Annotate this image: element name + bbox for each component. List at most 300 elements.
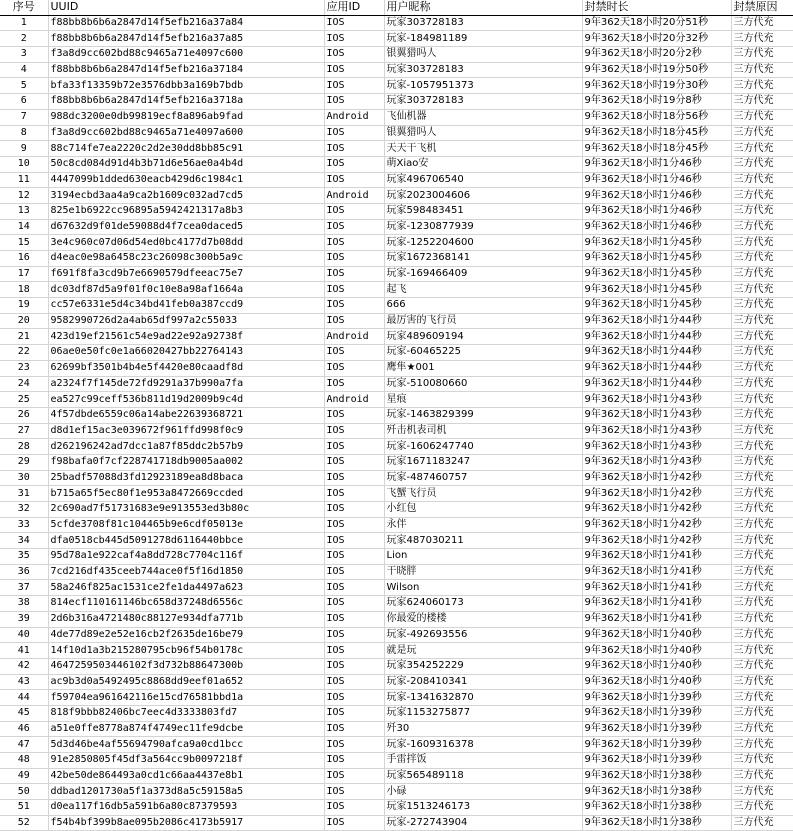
table-row[interactable] bbox=[0, 690, 793, 706]
cell-index[interactable]: 25 bbox=[0, 392, 48, 408]
cell-app-id[interactable]: IOS bbox=[324, 658, 384, 674]
cell-ban-duration[interactable]: 9年362天18小时1分46秒 bbox=[582, 188, 731, 204]
cell-index[interactable]: 10 bbox=[0, 156, 48, 172]
cell-app-id[interactable]: IOS bbox=[324, 345, 384, 361]
cell-index[interactable]: 44 bbox=[0, 690, 48, 706]
cell-index[interactable]: 15 bbox=[0, 235, 48, 251]
cell-ban-reason[interactable]: 三方代充 bbox=[731, 345, 793, 361]
cell-uuid[interactable]: d262196242ad7dcc1a87f85ddc2b57b9 bbox=[48, 439, 324, 455]
cell-app-id[interactable]: IOS bbox=[324, 78, 384, 94]
cell-uuid[interactable]: d67632d9f01de59088d4f7cea0daced5 bbox=[48, 219, 324, 235]
cell-uuid[interactable]: bfa33f13359b72e3576dbb3a169b7bdb bbox=[48, 78, 324, 94]
cell-ban-reason[interactable]: 三方代充 bbox=[731, 298, 793, 314]
cell-nickname[interactable]: 玩家1513246173 bbox=[384, 800, 582, 816]
cell-app-id[interactable]: Android bbox=[324, 188, 384, 204]
cell-ban-duration[interactable]: 9年362天18小时1分39秒 bbox=[582, 721, 731, 737]
cell-ban-reason[interactable]: 三方代充 bbox=[731, 266, 793, 282]
cell-ban-duration[interactable]: 9年362天18小时1分39秒 bbox=[582, 753, 731, 769]
cell-nickname[interactable]: Wilson bbox=[384, 580, 582, 596]
cell-ban-duration[interactable]: 9年362天18小时1分44秒 bbox=[582, 313, 731, 329]
cell-uuid[interactable]: 2c690ad7f51731683e9e913553ed3b80c bbox=[48, 502, 324, 518]
cell-index[interactable]: 14 bbox=[0, 219, 48, 235]
cell-index[interactable]: 52 bbox=[0, 815, 48, 831]
cell-uuid[interactable]: d8d1ef15ac3e039672f961ffd998f0c9 bbox=[48, 423, 324, 439]
header-nickname[interactable]: 用户昵称 bbox=[384, 0, 582, 15]
cell-ban-reason[interactable]: 三方代充 bbox=[731, 611, 793, 627]
cell-app-id[interactable]: IOS bbox=[324, 580, 384, 596]
cell-nickname[interactable]: 玩家565489118 bbox=[384, 768, 582, 784]
cell-ban-reason[interactable]: 三方代充 bbox=[731, 313, 793, 329]
table-row[interactable] bbox=[0, 454, 793, 470]
cell-nickname[interactable]: 玩家1671183247 bbox=[384, 454, 582, 470]
table-row[interactable] bbox=[0, 705, 793, 721]
cell-ban-duration[interactable]: 9年362天18小时1分40秒 bbox=[582, 658, 731, 674]
cell-ban-duration[interactable]: 9年362天18小时1分43秒 bbox=[582, 392, 731, 408]
cell-ban-duration[interactable]: 9年362天18小时20分32秒 bbox=[582, 31, 731, 47]
cell-nickname[interactable]: 飞仙机器 bbox=[384, 109, 582, 125]
cell-ban-duration[interactable]: 9年362天18小时1分43秒 bbox=[582, 439, 731, 455]
cell-ban-reason[interactable]: 三方代充 bbox=[731, 486, 793, 502]
cell-ban-reason[interactable]: 三方代充 bbox=[731, 203, 793, 219]
cell-uuid[interactable]: d4eac0e98a6458c23c26098c300b5a9c bbox=[48, 251, 324, 267]
table-row[interactable] bbox=[0, 15, 793, 31]
cell-app-id[interactable]: IOS bbox=[324, 313, 384, 329]
table-row[interactable] bbox=[0, 533, 793, 549]
cell-ban-reason[interactable]: 三方代充 bbox=[731, 109, 793, 125]
cell-app-id[interactable]: IOS bbox=[324, 533, 384, 549]
cell-app-id[interactable]: IOS bbox=[324, 47, 384, 63]
cell-index[interactable]: 49 bbox=[0, 768, 48, 784]
cell-uuid[interactable]: 5d3d46be4af55694790afca9a0cd1bcc bbox=[48, 737, 324, 753]
table-row[interactable] bbox=[0, 800, 793, 816]
cell-app-id[interactable]: IOS bbox=[324, 282, 384, 298]
cell-ban-reason[interactable]: 三方代充 bbox=[731, 470, 793, 486]
table-row[interactable] bbox=[0, 235, 793, 251]
cell-ban-reason[interactable]: 三方代充 bbox=[731, 815, 793, 831]
cell-uuid[interactable]: 814ecf110161146bc658d37248d6556c bbox=[48, 596, 324, 612]
table-row[interactable] bbox=[0, 596, 793, 612]
table-row[interactable] bbox=[0, 784, 793, 800]
table-row[interactable] bbox=[0, 627, 793, 643]
cell-ban-duration[interactable]: 9年362天18小时1分38秒 bbox=[582, 768, 731, 784]
cell-index[interactable]: 32 bbox=[0, 502, 48, 518]
cell-uuid[interactable]: 5cfde3708f81c104465b9e6cdf05013e bbox=[48, 517, 324, 533]
cell-nickname[interactable]: 干晓胖 bbox=[384, 564, 582, 580]
cell-nickname[interactable]: 玩家303728183 bbox=[384, 94, 582, 110]
table-row[interactable] bbox=[0, 439, 793, 455]
cell-ban-reason[interactable]: 三方代充 bbox=[731, 360, 793, 376]
cell-ban-duration[interactable]: 9年362天18小时1分39秒 bbox=[582, 705, 731, 721]
cell-index[interactable]: 11 bbox=[0, 172, 48, 188]
cell-nickname[interactable]: 歼30 bbox=[384, 721, 582, 737]
cell-nickname[interactable]: 你最爱的楼楼 bbox=[384, 611, 582, 627]
cell-ban-reason[interactable]: 三方代充 bbox=[731, 768, 793, 784]
cell-app-id[interactable]: IOS bbox=[324, 31, 384, 47]
cell-app-id[interactable]: IOS bbox=[324, 784, 384, 800]
cell-uuid[interactable]: 9582990726d2a4ab65df997a2c55033 bbox=[48, 313, 324, 329]
cell-uuid[interactable]: 7cd216df435ceeb744ace0f5f16d1850 bbox=[48, 564, 324, 580]
cell-index[interactable]: 5 bbox=[0, 78, 48, 94]
table-row[interactable] bbox=[0, 486, 793, 502]
cell-ban-duration[interactable]: 9年362天18小时1分40秒 bbox=[582, 643, 731, 659]
cell-index[interactable]: 41 bbox=[0, 643, 48, 659]
cell-nickname[interactable]: 起飞 bbox=[384, 282, 582, 298]
cell-uuid[interactable]: ddbad1201730a5f1a373d8a5c59158a5 bbox=[48, 784, 324, 800]
cell-ban-reason[interactable]: 三方代充 bbox=[731, 784, 793, 800]
cell-app-id[interactable]: IOS bbox=[324, 627, 384, 643]
cell-uuid[interactable]: d0ea117f16db5a591b6a80c87379593 bbox=[48, 800, 324, 816]
cell-ban-reason[interactable]: 三方代充 bbox=[731, 627, 793, 643]
cell-ban-duration[interactable]: 9年362天18小时1分38秒 bbox=[582, 800, 731, 816]
cell-app-id[interactable]: IOS bbox=[324, 517, 384, 533]
cell-uuid[interactable]: f59704ea961642116e15cd76581bbd1a bbox=[48, 690, 324, 706]
cell-index[interactable]: 26 bbox=[0, 407, 48, 423]
cell-nickname[interactable]: 手雷拌饭 bbox=[384, 753, 582, 769]
cell-ban-duration[interactable]: 9年362天18小时1分45秒 bbox=[582, 298, 731, 314]
cell-index[interactable]: 19 bbox=[0, 298, 48, 314]
cell-uuid[interactable]: 988dc3200e0db99819ecf8a896ab9fad bbox=[48, 109, 324, 125]
cell-uuid[interactable]: 3194ecbd3aa4a9ca2b1609c032ad7cd5 bbox=[48, 188, 324, 204]
cell-uuid[interactable]: 88c714fe7ea2220c2d2e30dd8bb85c91 bbox=[48, 141, 324, 157]
table-row[interactable] bbox=[0, 753, 793, 769]
table-row[interactable] bbox=[0, 203, 793, 219]
table-row[interactable] bbox=[0, 313, 793, 329]
table-row[interactable] bbox=[0, 674, 793, 690]
cell-uuid[interactable]: f691f8fa3cd9b7e6690579dfeeac75e7 bbox=[48, 266, 324, 282]
cell-ban-reason[interactable]: 三方代充 bbox=[731, 658, 793, 674]
cell-ban-reason[interactable]: 三方代充 bbox=[731, 141, 793, 157]
cell-uuid[interactable]: f88bb8b6b6a2847d14f5efb216a37a84 bbox=[48, 15, 324, 31]
cell-nickname[interactable]: 玩家354252229 bbox=[384, 658, 582, 674]
cell-uuid[interactable]: 14f10d1a3b215280795cb96f54b0178c bbox=[48, 643, 324, 659]
cell-uuid[interactable]: 25badf57088d3fd12923189ea8d8baca bbox=[48, 470, 324, 486]
cell-app-id[interactable]: IOS bbox=[324, 737, 384, 753]
cell-app-id[interactable]: IOS bbox=[324, 690, 384, 706]
cell-ban-duration[interactable]: 9年362天18小时1分46秒 bbox=[582, 172, 731, 188]
cell-index[interactable]: 45 bbox=[0, 705, 48, 721]
cell-ban-reason[interactable]: 三方代充 bbox=[731, 125, 793, 141]
cell-ban-duration[interactable]: 9年362天18小时18分45秒 bbox=[582, 141, 731, 157]
cell-nickname[interactable]: 就是玩 bbox=[384, 643, 582, 659]
cell-app-id[interactable]: IOS bbox=[324, 674, 384, 690]
cell-index[interactable]: 36 bbox=[0, 564, 48, 580]
cell-ban-reason[interactable]: 三方代充 bbox=[731, 643, 793, 659]
table-row[interactable] bbox=[0, 31, 793, 47]
cell-app-id[interactable]: Android bbox=[324, 109, 384, 125]
cell-app-id[interactable]: IOS bbox=[324, 768, 384, 784]
table-row[interactable] bbox=[0, 172, 793, 188]
cell-index[interactable]: 20 bbox=[0, 313, 48, 329]
cell-ban-duration[interactable]: 9年362天18小时1分42秒 bbox=[582, 486, 731, 502]
cell-uuid[interactable]: b715a65f5ec80f1e953a8472669ccded bbox=[48, 486, 324, 502]
cell-nickname[interactable]: 鹰隼★001 bbox=[384, 360, 582, 376]
table-row[interactable] bbox=[0, 815, 793, 831]
header-ban-reason[interactable]: 封禁原因 bbox=[731, 0, 793, 15]
cell-ban-duration[interactable]: 9年362天18小时20分2秒 bbox=[582, 47, 731, 63]
cell-app-id[interactable]: IOS bbox=[324, 423, 384, 439]
cell-app-id[interactable]: IOS bbox=[324, 203, 384, 219]
cell-ban-reason[interactable]: 三方代充 bbox=[731, 705, 793, 721]
table-row[interactable] bbox=[0, 721, 793, 737]
cell-ban-duration[interactable]: 9年362天18小时18分45秒 bbox=[582, 125, 731, 141]
cell-app-id[interactable]: IOS bbox=[324, 219, 384, 235]
cell-uuid[interactable]: 58a246f825ac1531ce2fe1da4497a623 bbox=[48, 580, 324, 596]
cell-index[interactable]: 39 bbox=[0, 611, 48, 627]
cell-ban-reason[interactable]: 三方代充 bbox=[731, 156, 793, 172]
table-row[interactable] bbox=[0, 360, 793, 376]
cell-app-id[interactable]: IOS bbox=[324, 596, 384, 612]
cell-app-id[interactable]: IOS bbox=[324, 753, 384, 769]
cell-uuid[interactable]: ac9b3d0a5492495c8868dd9eef01a652 bbox=[48, 674, 324, 690]
cell-uuid[interactable]: 3e4c960c07d06d54ed0bc4177d7b08dd bbox=[48, 235, 324, 251]
cell-ban-duration[interactable]: 9年362天18小时1分41秒 bbox=[582, 580, 731, 596]
table-row[interactable] bbox=[0, 266, 793, 282]
cell-uuid[interactable]: 825e1b6922cc96895a5942421317a8b3 bbox=[48, 203, 324, 219]
cell-uuid[interactable]: 423d19ef21561c54e9ad22e92a92738f bbox=[48, 329, 324, 345]
cell-nickname[interactable]: 玩家-492693556 bbox=[384, 627, 582, 643]
cell-index[interactable]: 7 bbox=[0, 109, 48, 125]
cell-app-id[interactable]: IOS bbox=[324, 800, 384, 816]
cell-nickname[interactable]: 玩家-1252204600 bbox=[384, 235, 582, 251]
cell-nickname[interactable]: 玩家-1606247740 bbox=[384, 439, 582, 455]
cell-index[interactable]: 43 bbox=[0, 674, 48, 690]
cell-nickname[interactable]: 玩家-169466409 bbox=[384, 266, 582, 282]
cell-index[interactable]: 34 bbox=[0, 533, 48, 549]
table-row[interactable] bbox=[0, 376, 793, 392]
cell-ban-reason[interactable]: 三方代充 bbox=[731, 235, 793, 251]
cell-ban-duration[interactable]: 9年362天18小时1分39秒 bbox=[582, 737, 731, 753]
cell-uuid[interactable]: 4647259503446102f3d732b88647300b bbox=[48, 658, 324, 674]
header-uuid[interactable]: UUID bbox=[48, 0, 324, 15]
cell-ban-reason[interactable]: 三方代充 bbox=[731, 219, 793, 235]
cell-ban-duration[interactable]: 9年362天18小时1分40秒 bbox=[582, 627, 731, 643]
cell-ban-duration[interactable]: 9年362天18小时1分42秒 bbox=[582, 533, 731, 549]
cell-nickname[interactable]: 飞蟹飞行员 bbox=[384, 486, 582, 502]
cell-index[interactable]: 8 bbox=[0, 125, 48, 141]
cell-ban-duration[interactable]: 9年362天18小时1分42秒 bbox=[582, 502, 731, 518]
table-row[interactable] bbox=[0, 329, 793, 345]
cell-ban-reason[interactable]: 三方代充 bbox=[731, 502, 793, 518]
cell-ban-reason[interactable]: 三方代充 bbox=[731, 78, 793, 94]
cell-nickname[interactable]: 玩家1153275877 bbox=[384, 705, 582, 721]
cell-nickname[interactable]: 666 bbox=[384, 298, 582, 314]
cell-uuid[interactable]: 42be50de864493a0cd1c66aa4437e8b1 bbox=[48, 768, 324, 784]
cell-app-id[interactable]: IOS bbox=[324, 376, 384, 392]
cell-index[interactable]: 47 bbox=[0, 737, 48, 753]
cell-nickname[interactable]: 银翼猎吗人 bbox=[384, 47, 582, 63]
cell-ban-duration[interactable]: 9年362天18小时19分8秒 bbox=[582, 94, 731, 110]
cell-app-id[interactable]: IOS bbox=[324, 62, 384, 78]
cell-ban-duration[interactable]: 9年362天18小时1分44秒 bbox=[582, 329, 731, 345]
cell-nickname[interactable]: 小红包 bbox=[384, 502, 582, 518]
cell-index[interactable]: 1 bbox=[0, 15, 48, 31]
cell-ban-reason[interactable]: 三方代充 bbox=[731, 15, 793, 31]
cell-uuid[interactable]: f54b4bf399b8ae095b2086c4173b5917 bbox=[48, 815, 324, 831]
cell-nickname[interactable]: 玩家-1609316378 bbox=[384, 737, 582, 753]
cell-index[interactable]: 48 bbox=[0, 753, 48, 769]
cell-index[interactable]: 50 bbox=[0, 784, 48, 800]
cell-app-id[interactable]: IOS bbox=[324, 298, 384, 314]
table-row[interactable] bbox=[0, 611, 793, 627]
cell-index[interactable]: 24 bbox=[0, 376, 48, 392]
cell-ban-reason[interactable]: 三方代充 bbox=[731, 721, 793, 737]
cell-uuid[interactable]: 4f57dbde6559c06a14abe22639368721 bbox=[48, 407, 324, 423]
cell-ban-reason[interactable]: 三方代充 bbox=[731, 31, 793, 47]
cell-nickname[interactable]: 玩家303728183 bbox=[384, 15, 582, 31]
cell-index[interactable]: 3 bbox=[0, 47, 48, 63]
cell-nickname[interactable]: 玩家303728183 bbox=[384, 62, 582, 78]
cell-ban-reason[interactable]: 三方代充 bbox=[731, 376, 793, 392]
cell-index[interactable]: 33 bbox=[0, 517, 48, 533]
table-row[interactable] bbox=[0, 47, 793, 63]
cell-app-id[interactable]: Android bbox=[324, 329, 384, 345]
cell-app-id[interactable]: IOS bbox=[324, 439, 384, 455]
cell-index[interactable]: 35 bbox=[0, 549, 48, 565]
cell-uuid[interactable]: f88bb8b6b6a2847d14f5efb216a37184 bbox=[48, 62, 324, 78]
cell-app-id[interactable]: IOS bbox=[324, 94, 384, 110]
cell-index[interactable]: 31 bbox=[0, 486, 48, 502]
cell-ban-duration[interactable]: 9年362天18小时18分56秒 bbox=[582, 109, 731, 125]
cell-nickname[interactable]: 玩家496706540 bbox=[384, 172, 582, 188]
cell-uuid[interactable]: 95d78a1e922caf4a8dd728c7704c116f bbox=[48, 549, 324, 565]
cell-ban-reason[interactable]: 三方代充 bbox=[731, 596, 793, 612]
cell-index[interactable]: 51 bbox=[0, 800, 48, 816]
cell-ban-reason[interactable]: 三方代充 bbox=[731, 517, 793, 533]
cell-app-id[interactable]: IOS bbox=[324, 360, 384, 376]
cell-uuid[interactable]: 4447099b1dded630eacb429d6c1984c1 bbox=[48, 172, 324, 188]
cell-ban-reason[interactable]: 三方代充 bbox=[731, 329, 793, 345]
cell-ban-reason[interactable]: 三方代充 bbox=[731, 580, 793, 596]
table-row[interactable] bbox=[0, 109, 793, 125]
cell-uuid[interactable]: f98bafa0f7cf228741718db9005aa002 bbox=[48, 454, 324, 470]
cell-app-id[interactable]: IOS bbox=[324, 815, 384, 831]
cell-index[interactable]: 9 bbox=[0, 141, 48, 157]
cell-nickname[interactable]: 玩家-272743904 bbox=[384, 815, 582, 831]
cell-uuid[interactable]: 2d6b316a4721480c88127e934dfa771b bbox=[48, 611, 324, 627]
cell-index[interactable]: 23 bbox=[0, 360, 48, 376]
cell-uuid[interactable]: ea527c99ceff536b811d19d2009b9c4d bbox=[48, 392, 324, 408]
cell-uuid[interactable]: cc57e6331e5d4c34bd41feb0a387ccd9 bbox=[48, 298, 324, 314]
cell-uuid[interactable]: f3a8d9cc602bd88c9465a71e4097a600 bbox=[48, 125, 324, 141]
cell-ban-reason[interactable]: 三方代充 bbox=[731, 392, 793, 408]
table-row[interactable] bbox=[0, 643, 793, 659]
cell-ban-duration[interactable]: 9年362天18小时1分44秒 bbox=[582, 376, 731, 392]
cell-app-id[interactable]: IOS bbox=[324, 705, 384, 721]
table-row[interactable] bbox=[0, 282, 793, 298]
cell-nickname[interactable]: 玩家-208410341 bbox=[384, 674, 582, 690]
cell-app-id[interactable]: IOS bbox=[324, 125, 384, 141]
cell-nickname[interactable]: 歼击机表司机 bbox=[384, 423, 582, 439]
cell-ban-reason[interactable]: 三方代充 bbox=[731, 549, 793, 565]
table-row[interactable] bbox=[0, 423, 793, 439]
cell-nickname[interactable]: 永伴 bbox=[384, 517, 582, 533]
cell-app-id[interactable]: IOS bbox=[324, 643, 384, 659]
cell-ban-duration[interactable]: 9年362天18小时1分41秒 bbox=[582, 564, 731, 580]
cell-app-id[interactable]: IOS bbox=[324, 141, 384, 157]
cell-uuid[interactable]: a51e0ffe8778a874f4749ec11fe9dcbe bbox=[48, 721, 324, 737]
cell-ban-reason[interactable]: 三方代充 bbox=[731, 282, 793, 298]
cell-index[interactable]: 40 bbox=[0, 627, 48, 643]
table-row[interactable] bbox=[0, 78, 793, 94]
cell-ban-duration[interactable]: 9年362天18小时1分45秒 bbox=[582, 282, 731, 298]
cell-ban-reason[interactable]: 三方代充 bbox=[731, 172, 793, 188]
cell-ban-duration[interactable]: 9年362天18小时1分43秒 bbox=[582, 423, 731, 439]
cell-ban-duration[interactable]: 9年362天18小时19分30秒 bbox=[582, 78, 731, 94]
cell-nickname[interactable]: 最厉害的飞行员 bbox=[384, 313, 582, 329]
table-row[interactable] bbox=[0, 517, 793, 533]
cell-index[interactable]: 13 bbox=[0, 203, 48, 219]
table-row[interactable] bbox=[0, 407, 793, 423]
cell-ban-reason[interactable]: 三方代充 bbox=[731, 737, 793, 753]
table-row[interactable] bbox=[0, 502, 793, 518]
table-row[interactable] bbox=[0, 345, 793, 361]
cell-nickname[interactable]: 玩家-510080660 bbox=[384, 376, 582, 392]
table-row[interactable] bbox=[0, 768, 793, 784]
table-row[interactable] bbox=[0, 62, 793, 78]
table-row[interactable] bbox=[0, 156, 793, 172]
cell-ban-duration[interactable]: 9年362天18小时1分43秒 bbox=[582, 454, 731, 470]
cell-nickname[interactable]: 玩家487030211 bbox=[384, 533, 582, 549]
cell-uuid[interactable]: 91e2850805f45df3a564cc9b0097218f bbox=[48, 753, 324, 769]
cell-nickname[interactable]: 玩家-184981189 bbox=[384, 31, 582, 47]
table-row[interactable] bbox=[0, 580, 793, 596]
cell-ban-reason[interactable]: 三方代充 bbox=[731, 533, 793, 549]
cell-ban-duration[interactable]: 9年362天18小时1分38秒 bbox=[582, 784, 731, 800]
cell-nickname[interactable]: 萌Xiao安 bbox=[384, 156, 582, 172]
cell-ban-duration[interactable]: 9年362天18小时1分44秒 bbox=[582, 345, 731, 361]
cell-ban-reason[interactable]: 三方代充 bbox=[731, 407, 793, 423]
cell-uuid[interactable]: 50c8cd084d91d4b3b71d6e56ae0a4b4d bbox=[48, 156, 324, 172]
cell-nickname[interactable]: 银翼猎吗人 bbox=[384, 125, 582, 141]
cell-ban-reason[interactable]: 三方代充 bbox=[731, 62, 793, 78]
cell-nickname[interactable]: 玩家489609194 bbox=[384, 329, 582, 345]
table-row[interactable] bbox=[0, 298, 793, 314]
cell-nickname[interactable]: 玩家-1463829399 bbox=[384, 407, 582, 423]
cell-ban-duration[interactable]: 9年362天18小时1分45秒 bbox=[582, 235, 731, 251]
cell-nickname[interactable]: 玩家-60465225 bbox=[384, 345, 582, 361]
cell-ban-duration[interactable]: 9年362天18小时20分51秒 bbox=[582, 15, 731, 31]
cell-nickname[interactable]: 玩家598483451 bbox=[384, 203, 582, 219]
cell-ban-duration[interactable]: 9年362天18小时1分44秒 bbox=[582, 360, 731, 376]
cell-ban-duration[interactable]: 9年362天18小时1分46秒 bbox=[582, 156, 731, 172]
cell-nickname[interactable]: Lion bbox=[384, 549, 582, 565]
cell-app-id[interactable]: IOS bbox=[324, 15, 384, 31]
cell-app-id[interactable]: IOS bbox=[324, 470, 384, 486]
cell-app-id[interactable]: IOS bbox=[324, 611, 384, 627]
cell-index[interactable]: 38 bbox=[0, 596, 48, 612]
cell-index[interactable]: 46 bbox=[0, 721, 48, 737]
cell-ban-duration[interactable]: 9年362天18小时1分41秒 bbox=[582, 596, 731, 612]
cell-app-id[interactable]: IOS bbox=[324, 549, 384, 565]
table-row[interactable] bbox=[0, 549, 793, 565]
cell-ban-duration[interactable]: 9年362天18小时1分43秒 bbox=[582, 407, 731, 423]
cell-uuid[interactable]: a2324f7f145de72fd9291a37b990a7fa bbox=[48, 376, 324, 392]
cell-ban-reason[interactable]: 三方代充 bbox=[731, 454, 793, 470]
table-row[interactable] bbox=[0, 470, 793, 486]
cell-index[interactable]: 29 bbox=[0, 454, 48, 470]
cell-index[interactable]: 4 bbox=[0, 62, 48, 78]
cell-ban-reason[interactable]: 三方代充 bbox=[731, 251, 793, 267]
cell-ban-duration[interactable]: 9年362天18小时1分38秒 bbox=[582, 815, 731, 831]
cell-uuid[interactable]: dfa0518cb445d5091278d6116440bbce bbox=[48, 533, 324, 549]
cell-app-id[interactable]: IOS bbox=[324, 486, 384, 502]
cell-uuid[interactable]: 62699bf3501b4b4e5f4420e80caadf8d bbox=[48, 360, 324, 376]
cell-ban-duration[interactable]: 9年362天18小时1分41秒 bbox=[582, 611, 731, 627]
table-row[interactable] bbox=[0, 564, 793, 580]
cell-nickname[interactable]: 玩家-1057951373 bbox=[384, 78, 582, 94]
table-row[interactable] bbox=[0, 251, 793, 267]
cell-index[interactable]: 16 bbox=[0, 251, 48, 267]
